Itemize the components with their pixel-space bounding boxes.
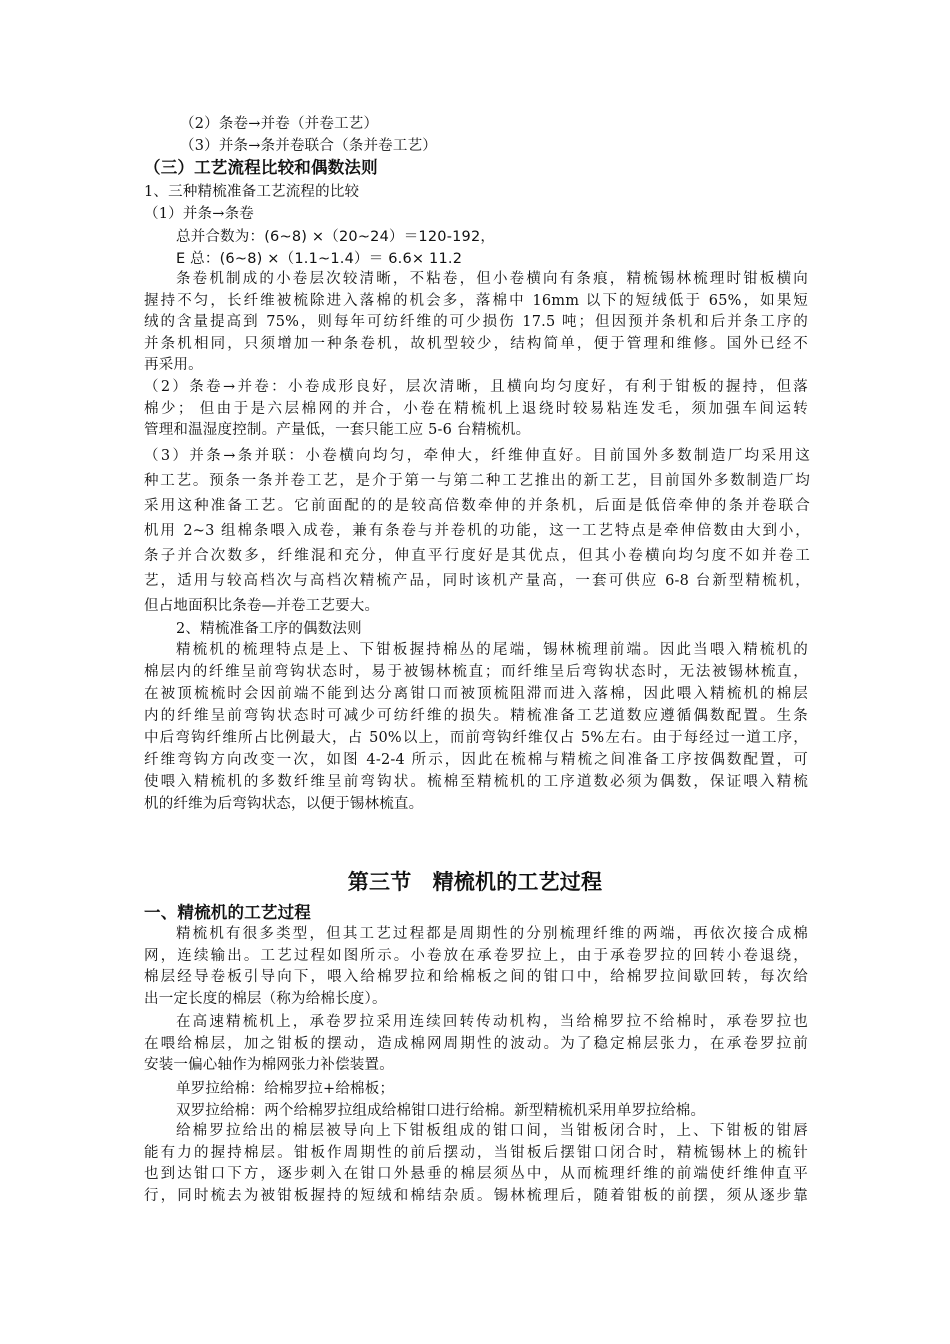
section-heading-3: （三）工艺流程比较和偶数法则 xyxy=(144,158,378,177)
text-line: 棉层经导卷板引导向下，喂入给棉罗拉和给棉板之间的钳口中，给棉罗拉间歇回转，每次给 xyxy=(144,969,808,985)
heading-process: 一、精梳机的工艺过程 xyxy=(144,903,311,922)
text-line: （3）并条→条并联：小卷横向均匀，牵伸大，纤维伸直好。目前国外多数制造厂均采用这 xyxy=(144,448,810,464)
text-line: 管理和温湿度控制。产量低，一套只能工应 5-6 台精梳机。 xyxy=(144,422,531,438)
text-line: 中后弯钩纤维所占比例最大，占 50%以上，而前弯钩纤维仅占 5%左右。由于每经过一道工序， xyxy=(144,730,808,746)
text-line: 但占地面积比条卷—并卷工艺要大。 xyxy=(144,598,380,614)
case3-paragraph xyxy=(144,444,810,619)
text-line: 内的纤维呈前弯钩状态时可减少可纺纤维的损失。精梳准备工艺道数应遵循偶数配置。生条 xyxy=(144,708,808,724)
text-line: 种工艺。预条一条并卷工艺，是介于第一与第二种工艺推出的新工艺，目前国外多数制造厂均 xyxy=(144,473,810,489)
section-title: 第三节 精梳机的工艺过程 xyxy=(347,870,603,894)
case2-paragraph xyxy=(144,377,808,442)
text-line: 在喂给棉层，加之钳板的摆动，造成棉网周期性的波动。为了稳定棉层张力，在承卷罗拉前 xyxy=(144,1035,808,1052)
text-line: （2）条卷→并卷：小卷成形良好，层次清晰，且横向均匀度好，有利于钳板的握持，但落 xyxy=(144,379,808,395)
formula-total-merge: 总并合数为：(6~8) ×（20~24）＝120-192， xyxy=(176,229,496,245)
subheading-comparison: 1、三种精梳准备工艺流程的比较 xyxy=(144,184,360,200)
formula-e-total: E 总：(6~8) ×（1.1~1.4）＝ 6.6× 11.2 xyxy=(176,251,463,267)
text-line: 条卷机制成的小卷层次较清晰，不粘卷，但小卷横向有条痕，精梳锡林梳理时钳板横向 xyxy=(176,271,808,287)
text-line: 棉少； 但由于是六层棉网的并合，小卷在精梳机上退绕时较易粘连发毛，须加强车间运转 xyxy=(144,400,808,417)
process-paragraph-1 xyxy=(144,924,808,1010)
case1-paragraph xyxy=(144,269,808,377)
list-item-2: （2）条卷→并卷（并卷工艺） xyxy=(180,116,379,132)
text-line: 再采用。 xyxy=(144,357,203,373)
case1-title: （1）并条→条卷 xyxy=(144,206,254,222)
text-line: 绒的含量提高到 75%，则每年可纺纤维的可少损伤 17.5 吨；但因预并条机和后并条工序的 xyxy=(144,314,808,330)
text-line: 并条机相同，只须增加一种条卷机，故机型较少，结构简单，便于管理和维修。国外已经不 xyxy=(144,335,808,352)
even-rule-paragraph xyxy=(144,639,808,815)
text-line: 棉层内的纤维呈前弯钩状态时，易于被锡林梳直；而纤维呈后弯钩状态时，无法被锡林梳直， xyxy=(144,664,808,680)
text-line: 握持不匀，长纤维被梳除进入落棉的机会多，落棉中 16mm 以下的短绒低于 65%，如果短 xyxy=(144,292,808,309)
text-line: 也到达钳口下方，逐步刺入在钳口外悬垂的棉层须丛中，从而梳理纤维的前端使纤维伸直平 xyxy=(144,1166,808,1182)
text-line: 能有力的握持棉层。钳板作周期性的前后摆动，当钳板后摆钳口闭合时，精梳锡林上的梳针 xyxy=(144,1144,808,1161)
double-roller-feed: 双罗拉给棉：两个给棉罗拉组成给棉钳口进行给棉。新型精梳机采用单罗拉给棉。 xyxy=(176,1103,706,1119)
text-line: 机用 2~3 组棉条喂入成卷，兼有条卷与并卷机的功能，这一工艺特点是牵伸倍数由大到小， xyxy=(144,523,810,539)
text-line: 机的纤维为后弯钩状态，以便于锡林梳直。 xyxy=(144,796,424,812)
single-roller-feed: 单罗拉给棉：给棉罗拉+给棉板； xyxy=(176,1081,395,1097)
text-line: 在被顶梳梳时会因前端不能到达分离钳口而被顶梳阻滞而进入落棉，因此喂入精梳机的棉层 xyxy=(144,686,808,702)
text-line: 安装一偏心轴作为棉网张力补偿装置。 xyxy=(144,1057,394,1073)
text-line: 在高速精梳机上，承卷罗拉采用连续回转传动机构，当给棉罗拉不给棉时，承卷罗拉也 xyxy=(176,1014,808,1030)
text-line: 行，同时梳去为被钳板握持的短绒和棉结杂质。锡林梳理后，随着钳板的前摆，须从逐步靠 xyxy=(144,1187,808,1204)
text-line: 精梳机的梳理特点是上、下钳板握持棉丛的尾端，锡林梳理前端。因此当喂入精梳机的 xyxy=(176,642,808,658)
list-item-3: （3）并条→条并卷联合（条并卷工艺） xyxy=(180,138,437,154)
text-line: 网，连续输出。工艺过程如图所示。小卷放在承卷罗拉上，由于承卷罗拉的回转小卷退绕， xyxy=(144,947,808,964)
text-line: 使喂入精梳机的多数纤维呈前弯钩状。梳棉至精梳机的工序道数必须为偶数，保证喂入精梳 xyxy=(144,774,808,790)
text-line: 采用这种准备工艺。它前面配的的是较高倍数牵伸的并条机，后面是低倍牵伸的条并卷联合 xyxy=(144,498,810,514)
text-line: 给棉罗拉给出的棉层被导向上下钳板组成的钳口间，当钳板闭合时，上、下钳板的钳唇 xyxy=(176,1123,808,1139)
text-line: 出一定长度的棉层（称为给棉长度）。 xyxy=(144,990,387,1007)
text-line: 纤维弯钩方向改变一次，如图 4-2-4 所示，因此在梳棉与精梳之间准备工序按偶数配置，可 xyxy=(144,752,808,768)
process-paragraph-3 xyxy=(144,1121,808,1207)
subheading-even-rule: 2、精梳准备工序的偶数法则 xyxy=(176,621,362,637)
process-paragraph-2 xyxy=(144,1012,808,1077)
text-line: 艺，适用与较高档次与高档次精梳产品，同时该机产量高，一套可供应 6-8 台新型精梳机， xyxy=(144,573,810,589)
text-line: 精梳机有很多类型，但其工艺过程都是周期性的分别梳理纤维的两端，再依次接合成棉 xyxy=(176,926,808,942)
text-line: 条子并合次数多，纤维混和充分，伸直平行度好是其优点，但其小卷横向均匀度不如并卷工 xyxy=(144,548,810,564)
